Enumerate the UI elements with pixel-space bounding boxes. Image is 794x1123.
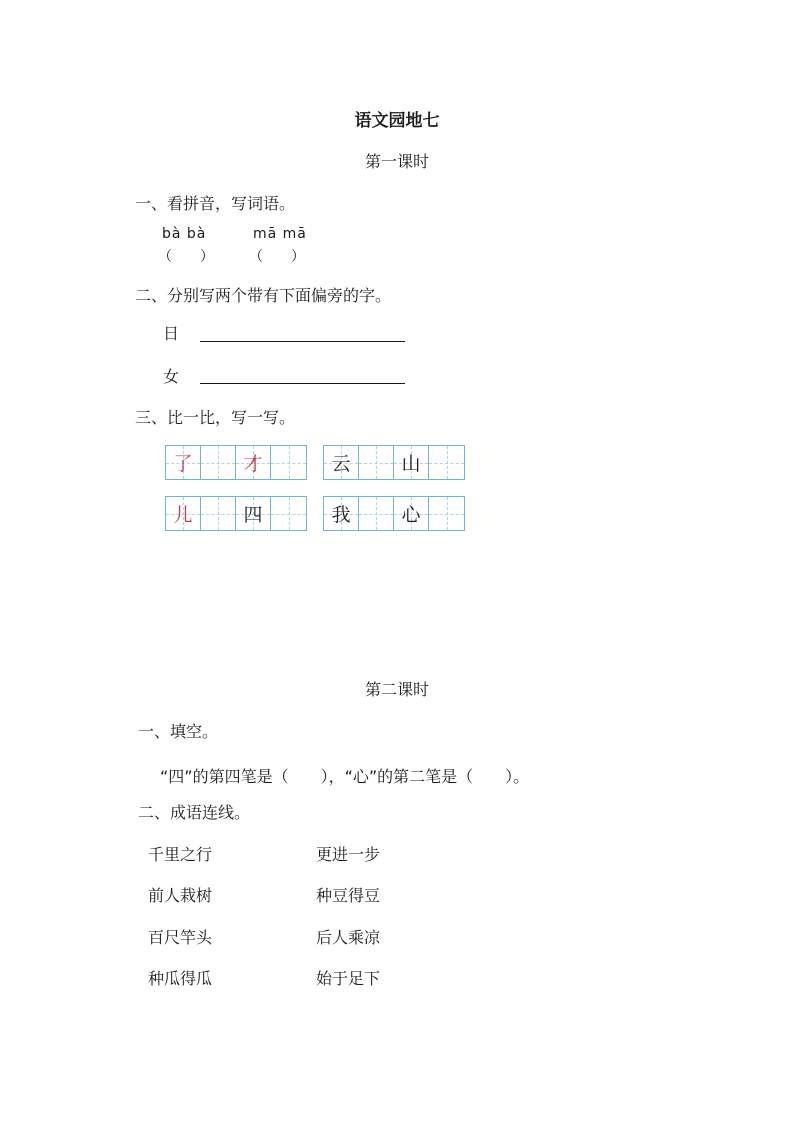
idiom-right[interactable]: 种豆得豆 (316, 886, 381, 905)
writing-grid (323, 445, 465, 480)
answer-blank-mama[interactable]: （ ） (249, 249, 305, 265)
answer-blank-baba[interactable]: （ ） (158, 249, 214, 265)
model-char: 心 (401, 504, 421, 526)
grid-cell-blank[interactable] (201, 497, 236, 530)
fill-blank-sentence[interactable]: “四”的第四笔是（ ），“心”的第二笔是（ ）。 (160, 767, 530, 786)
writing-grid (323, 496, 465, 531)
writing-grid (165, 445, 307, 480)
grid-cell (166, 497, 201, 530)
model-char: 云 (331, 453, 351, 475)
answer-line-ri[interactable] (200, 341, 405, 342)
grid-cell-blank[interactable] (429, 497, 464, 530)
grid-cell (324, 497, 359, 530)
grid-cell-blank[interactable] (201, 446, 236, 479)
l2-q2-prompt: 二、成语连线。 (138, 803, 251, 822)
idiom-left[interactable]: 百尺竿头 (148, 928, 213, 947)
radical-ri: 日 (163, 324, 180, 343)
idiom-right[interactable]: 后人乘凉 (316, 928, 381, 947)
l2-q1-prompt: 一、填空。 (138, 722, 219, 741)
grid-cell-blank[interactable] (359, 446, 394, 479)
grid-cell (236, 497, 271, 530)
idiom-left[interactable]: 种瓜得瓜 (148, 969, 213, 988)
page-title: 语文园地七 (354, 111, 440, 131)
l1-q1-prompt: 一、看拼音，写词语。 (135, 194, 296, 213)
idiom-left[interactable]: 前人栽树 (148, 886, 213, 905)
grid-cell (166, 446, 201, 479)
idiom-left[interactable]: 千里之行 (148, 845, 213, 864)
grid-cell (324, 446, 359, 479)
writing-grid (165, 496, 307, 531)
l1-q2-prompt: 二、分别写两个带有下面偏旁的字。 (135, 286, 392, 305)
model-char: 山 (401, 453, 421, 475)
model-char: 了 (173, 453, 193, 475)
idiom-right[interactable]: 更进一步 (316, 845, 381, 864)
pinyin-mama: mā mā (253, 226, 307, 242)
lesson-2-heading: 第二课时 (364, 680, 429, 699)
grid-cell-blank[interactable] (429, 446, 464, 479)
lesson-1-heading: 第一课时 (364, 152, 429, 171)
answer-line-nv[interactable] (200, 383, 405, 384)
grid-cell (236, 446, 271, 479)
grid-cell-blank[interactable] (359, 497, 394, 530)
idiom-right[interactable]: 始于足下 (316, 969, 381, 988)
model-char: 四 (243, 504, 263, 526)
model-char: 才 (243, 453, 263, 475)
model-char: 儿 (173, 504, 193, 526)
grid-cell (394, 497, 429, 530)
l1-q3-prompt: 三、比一比，写一写。 (135, 408, 296, 427)
grid-cell (394, 446, 429, 479)
pinyin-baba: bà bà (162, 226, 207, 242)
grid-cell-blank[interactable] (271, 446, 306, 479)
model-char: 我 (331, 504, 351, 526)
grid-cell-blank[interactable] (271, 497, 306, 530)
radical-nv: 女 (163, 367, 180, 386)
